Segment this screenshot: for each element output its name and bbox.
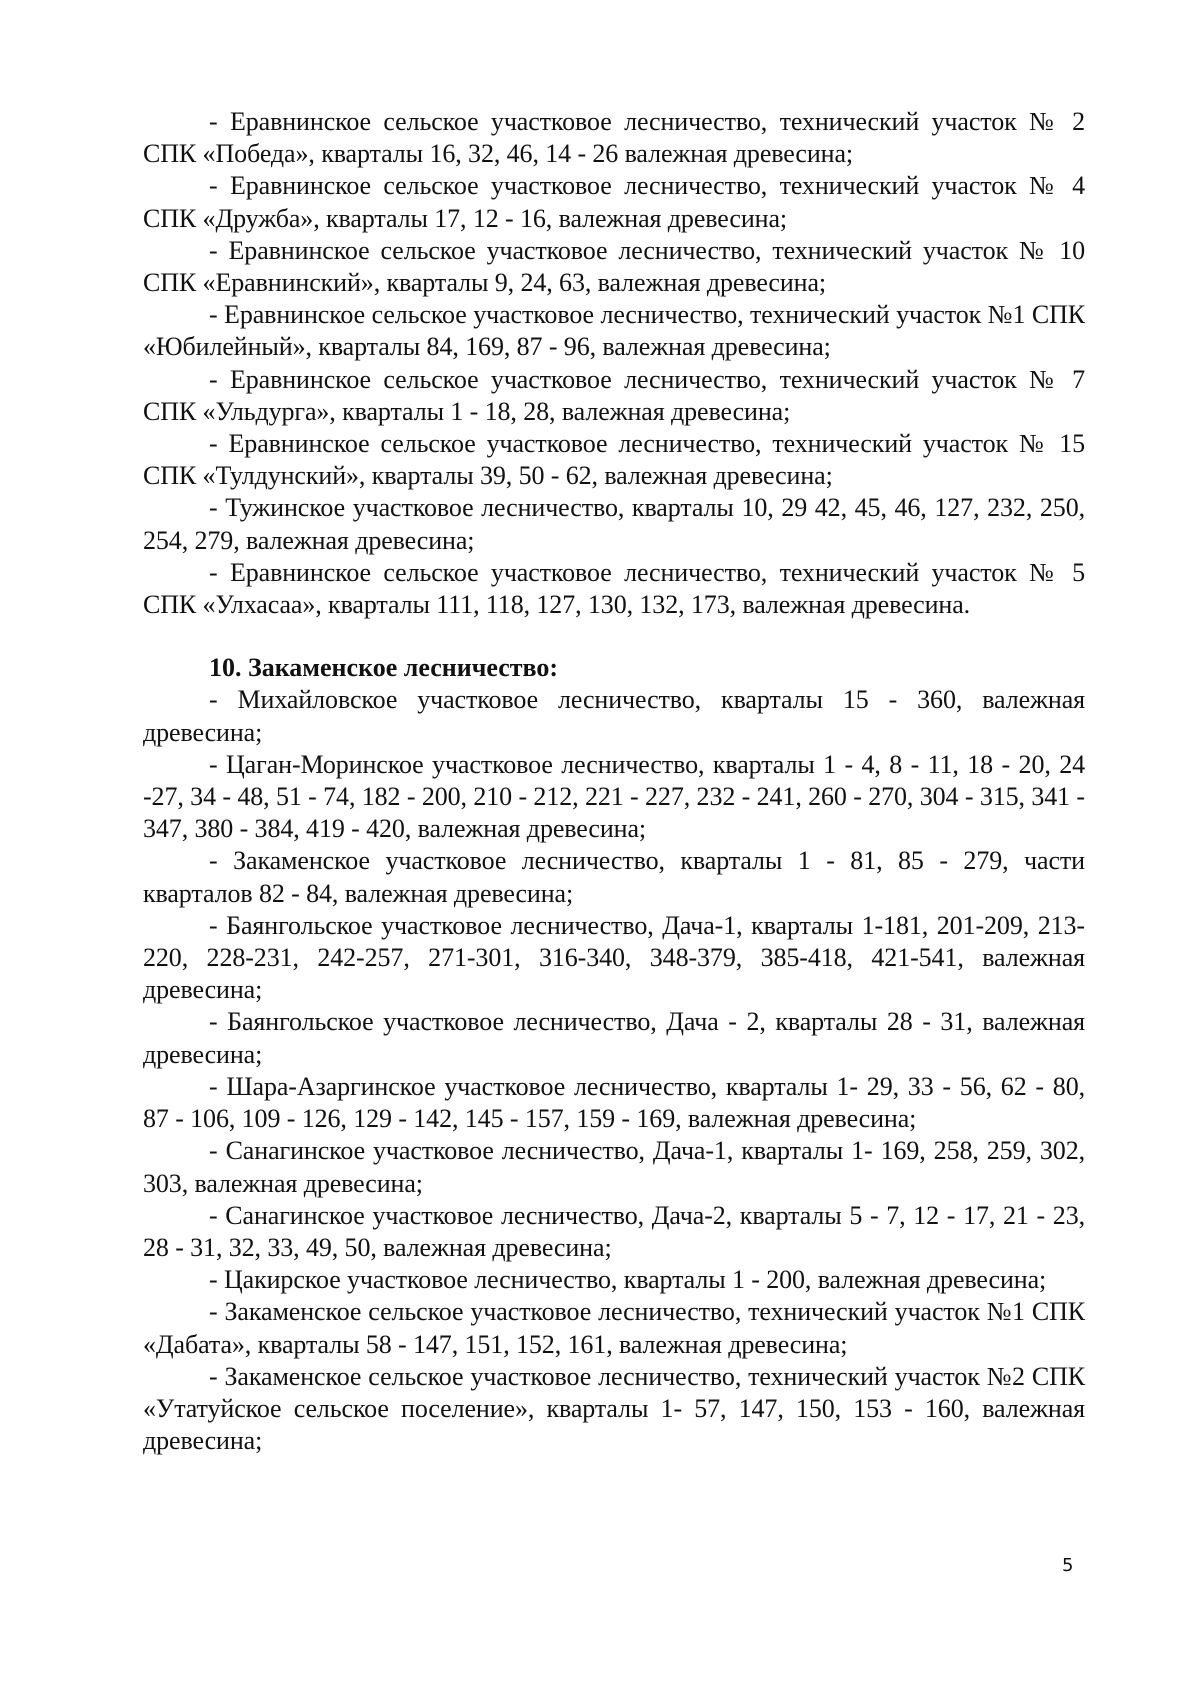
paragraph-after-5: - Баянгольское участковое лесничество, Дача - 2, кварталы 28 - 31, валежная древесина;	[143, 1007, 1085, 1069]
paragraph-before-6: - Еравнинское сельское участковое лесничество, технический участок № 15 СПК «Тулдунский», кварталы 39, 50 - 62, валежная древесина;	[143, 429, 1085, 491]
paragraph-before-4: - Еравнинское сельское участковое лесничество, технический участок №1 СПК «Юбилейный», кварталы 84, 169, 87 - 96, валежная древесина;	[143, 300, 1085, 362]
page-number: 5	[1062, 1555, 1074, 1576]
paragraph-before-1: - Еравнинское сельское участковое лесничество, технический участок № 2 СПК «Победа», кварталы 16, 32, 46, 14 - 26 валежная древесина;	[143, 107, 1085, 169]
paragraph-after-9: - Цакирское участковое лесничество, кварталы 1 - 200, валежная древесина;	[209, 1265, 1047, 1295]
paragraph-before-2: - Еравнинское сельское участковое лесничество, технический участок № 4 СПК «Дружба», кварталы 17, 12 - 16, валежная древесина;	[143, 171, 1085, 233]
paragraph-after-10: - Закаменское сельское участковое лесничество, технический участок №1 СПК «Дабата», кварталы 58 - 147, 151, 152, 161, валежная древесина;	[143, 1297, 1085, 1359]
paragraph-before-7: - Тужинское участковое лесничество, кварталы 10, 29 42, 45, 46, 127, 232, 250, 254, 279, валежная древесина;	[143, 493, 1085, 555]
paragraph-after-1: - Михайловское участковое лесничество, кварталы 15 - 360, валежная древесина;	[143, 685, 1085, 747]
paragraph-after-4: - Баянгольское участковое лесничество, Дача-1, кварталы 1-181, 201-209, 213-220, 228-231, 242-257, 271-301, 316-340, 348-379, 385-418, 421-541, валежная древесина;	[143, 910, 1085, 1005]
paragraph-after-2: - Цаган-Моринское участковое лесничество, кварталы 1 - 4, 8 - 11, 18 - 20, 24 -27, 34 - 48, 51 - 74, 182 - 200, 210 - 212, 221 - 227, 232 - 241, 260 - 270, 304 - 315, 341 - 347, 380 - 384, 419 - 420, валежная древесина;	[143, 749, 1085, 844]
paragraph-after-6: - Шара-Азаргинское участковое лесничество, кварталы 1- 29, 33 - 56, 62 - 80, 87 - 106, 109 - 126, 129 - 142, 145 - 157, 159 - 169, валежная древесина;	[143, 1071, 1085, 1134]
paragraph-after-3: - Закаменское участковое лесничество, кварталы 1 - 81, 85 - 279, части кварталов 82 - 84, валежная древесина;	[143, 846, 1085, 908]
paragraph-before-5: - Еравнинское сельское участковое лесничество, технический участок № 7 СПК «Ульдурга», кварталы 1 - 18, 28, валежная древесина;	[143, 364, 1085, 426]
section-heading: 10. Закаменское лесничество:	[209, 653, 559, 683]
paragraph-after-7: - Санагинское участковое лесничество, Дача-1, кварталы 1- 169, 258, 259, 302, 303, валежная древесина;	[143, 1136, 1085, 1198]
paragraph-after-8: - Санагинское участковое лесничество, Дача-2, кварталы 5 - 7, 12 - 17, 21 - 23, 28 - 31, 32, 33, 49, 50, валежная древесина;	[143, 1200, 1085, 1262]
document-body	[143, 106, 1085, 1457]
paragraph-before-8: - Еравнинское сельское участковое лесничество, технический участок № 5 СПК «Улхасаа», кварталы 111, 118, 127, 130, 132, 173, валежная древесина.	[143, 557, 1085, 620]
paragraph-after-11: - Закаменское сельское участковое лесничество, технический участок №2 СПК «Утатуйское сельское поселение», кварталы 1- 57, 147, 150, 153 - 160, валежная древесина;	[143, 1361, 1085, 1456]
paragraph-before-3: - Еравнинское сельское участковое лесничество, технический участок № 10 СПК «Еравнинский», кварталы 9, 24, 63, валежная древесина;	[143, 235, 1085, 298]
